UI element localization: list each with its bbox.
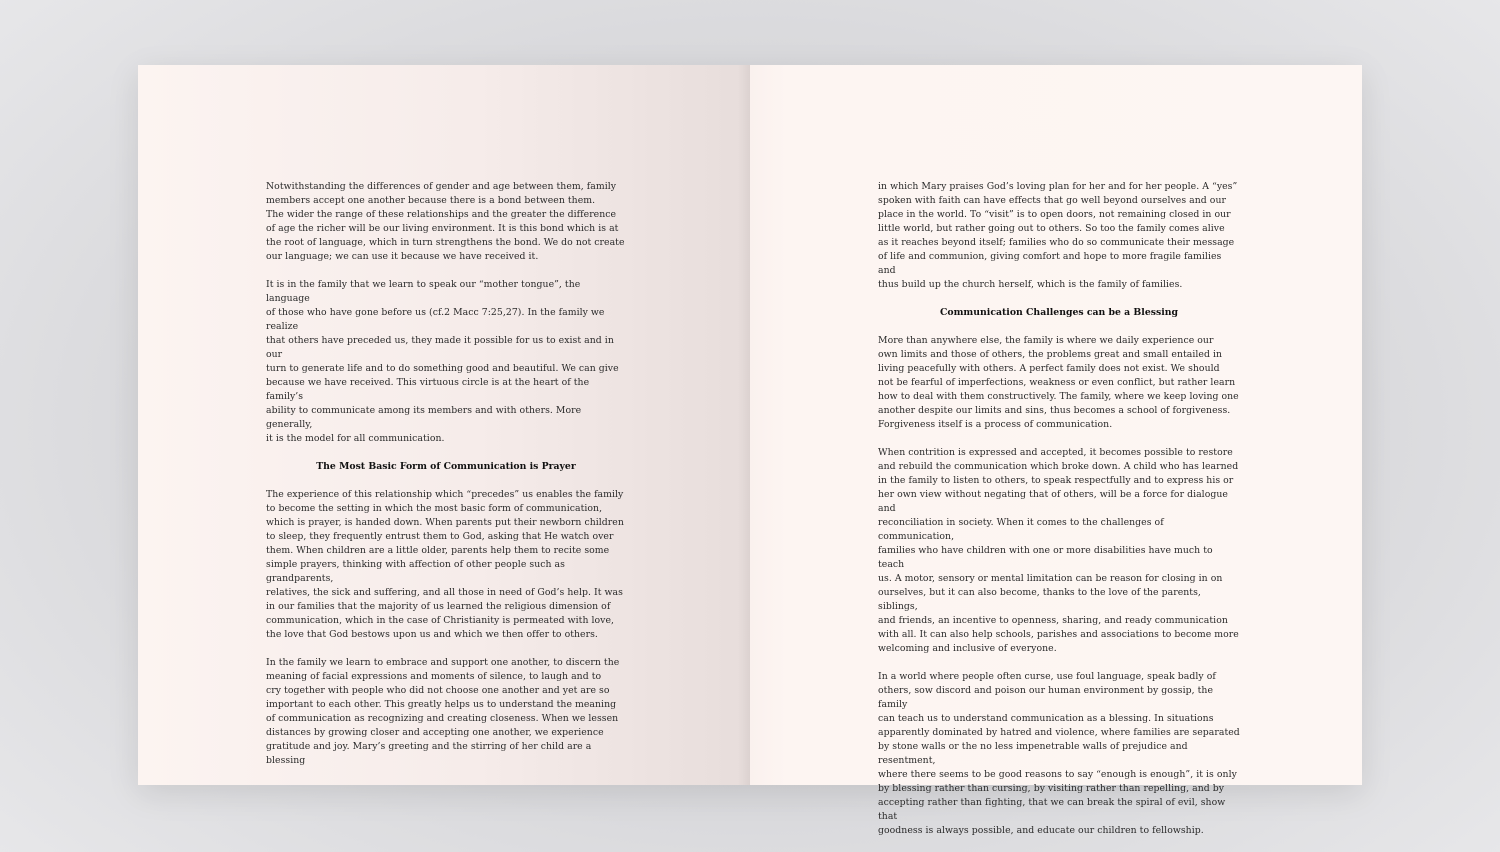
paragraph: It is in the family that we learn to speak our “mother tongue”, the language of those who have gone before us (cf.2 Macc 7:25,27). In the family we realize that others have preceded us, they made it possible for us to exist and in our turn to generate life and to do something good and beautiful. We can give because we have received. This virtuous circle is at the heart of the family’s ability to communicate among its members and with others. More generally, it is the model for all communication.: [266, 279, 619, 444]
section-heading: The Most Basic Form of Communication is Prayer: [316, 461, 576, 472]
section-heading: Communication Challenges can be a Blessing: [940, 307, 1178, 318]
paragraph: In a world where people often curse, use foul language, speak badly of others, sow discord and poison our human environment by gossip, the family can teach us to understand communication as a blessing. In situations apparently dominated by hatred and violence, where families are separated by stone walls or the no less impenetrable walls of prejudice and resentment, where there seems to be good reasons to say “enough is enough”, it is only by blessing rather than cursing, by visiting rather than repelling, and by accepting rather than fighting, that we can break the spiral of evil, show that goodness is always possible, and educate our children to fellowship.: [878, 671, 1240, 836]
gutter-shadow: [738, 65, 750, 785]
left-page: [138, 65, 750, 785]
left-page-text: [266, 180, 626, 782]
book-spread: [138, 65, 1362, 836]
paragraph: In the family we learn to embrace and support one another, to discern the meaning of facial expressions and moments of silence, to laugh and to cry together with people who did not choose one another and yet are so important to each other. This greatly helps us to understand the meaning of communication as recognizing and creating closeness. When we lessen distances by growing closer and accepting one another, we experience gratitude and joy. Mary’s greeting and the stirring of her child are a blessing: [266, 657, 620, 766]
right-page-text: [878, 180, 1240, 852]
paragraph: Notwithstanding the differences of gender and age between them, family members accept one another because there is a bond between them. The wider the range of these relationships and the greater the difference of age the richer will be our living environment. It is this bond which is at the root of language, which in turn strengthens the bond. We do not create our language; we can use it because we have received it.: [266, 181, 625, 262]
right-page: [750, 65, 1362, 836]
paragraph: The experience of this relationship which “precedes” us enables the family to become the setting in which the most basic form of communication, which is prayer, is handed down. When parents put their newborn children to sleep, they frequently entrust them to God, asking that He watch over them. When children are a little older, parents help them to recite some simple prayers, thinking with affection of other people such as grandparents, relatives, the sick and suffering, and all those in need of God’s help. It was in our families that the majority of us learned the religious dimension of communication, which in the case of Christianity is permeated with love, the love that God bestows upon us and which we then offer to others.: [266, 489, 624, 640]
paragraph: in which Mary praises God’s loving plan for her and for her people. A “yes” spoken with faith can have effects that go well beyond ourselves and our place in the world. To “visit” is to open doors, not remaining closed in our little world, but rather going out to others. So too the family comes alive as it reaches beyond itself; families who do so communicate their message of life and communion, giving comfort and hope to more fragile families and thus build up the church herself, which is the family of families.: [878, 181, 1238, 290]
paragraph: More than anywhere else, the family is where we daily experience our own limits and those of others, the problems great and small entailed in living peacefully with others. A perfect family does not exist. We should not be fearful of imperfections, weakness or even conflict, but rather learn how to deal with them constructively. The family, where we keep loving one another despite our limits and sins, thus becomes a school of forgiveness. Forgiveness itself is a process of communication.: [878, 335, 1239, 430]
paragraph: When contrition is expressed and accepted, it becomes possible to restore and rebuild the communication which broke down. A child who has learned in the family to listen to others, to speak respectfully and to express his or her own view without negating that of others, will be a force for dialogue and reconciliation in society. When it comes to the challenges of communication, families who have children with one or more disabilities have much to teach us. A motor, sensory or mental limitation can be reason for closing in on ourselves, but it can also become, thanks to the love of the parents, siblings, and friends, an incentive to openness, sharing, and ready communication with all. It can also help schools, parishes and associations to become more welcoming and inclusive of everyone.: [878, 447, 1239, 654]
